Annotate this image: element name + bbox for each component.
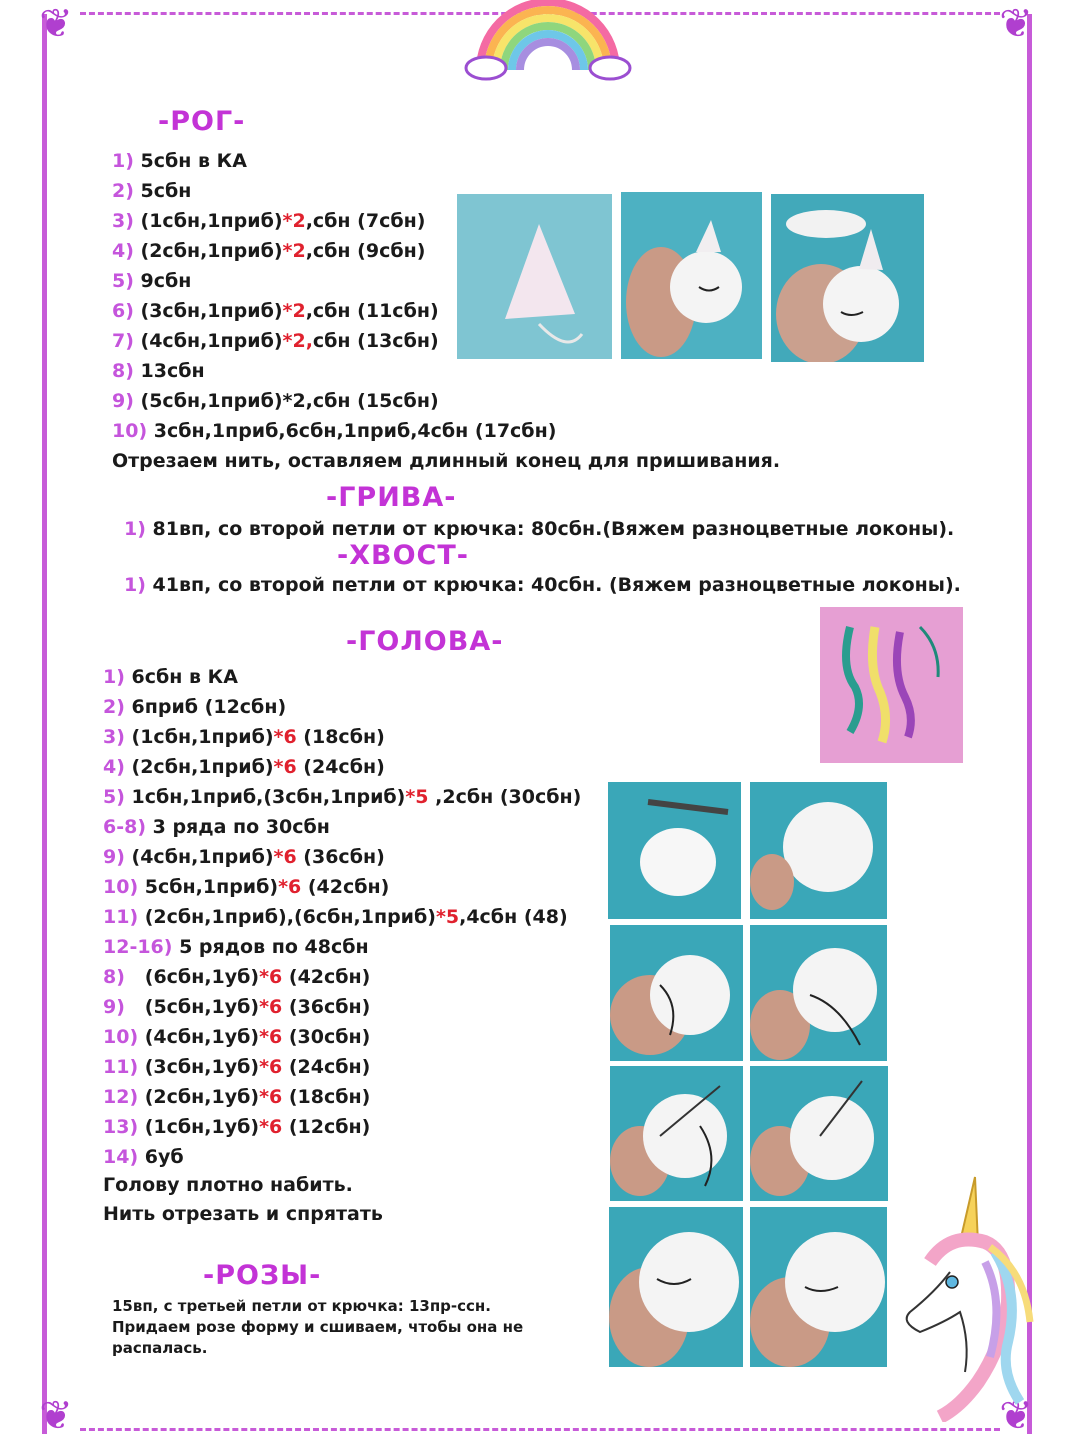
head-row — [103, 722, 581, 752]
head-row-text: (12сбн) — [282, 1116, 371, 1138]
head-row-text: (30сбн) — [282, 1026, 371, 1048]
head-row-text: (6сбн,1уб) — [131, 966, 260, 988]
head-row-text: (4сбн,1уб) — [144, 1026, 260, 1048]
head-row — [103, 692, 581, 722]
horn-row-text: сбн (13сбн) — [312, 330, 439, 352]
head-row — [103, 872, 581, 902]
head-row-number: 12-16) — [103, 936, 180, 958]
horn-row-multiplier: *2, — [282, 330, 313, 352]
horn-row-multiplier: *2 — [282, 210, 306, 232]
head-row-number: 11) — [103, 906, 145, 928]
head-photo-ball — [750, 782, 887, 919]
head-row-multiplier: *6 — [259, 1056, 283, 1078]
head-row-text: 6уб — [144, 1146, 184, 1168]
head-photo-circle — [608, 782, 741, 919]
horn-photo-head — [621, 192, 762, 359]
head-row-text: 5сбн,1приб) — [144, 876, 279, 898]
head-row — [103, 932, 581, 962]
horn-row-number: 2) — [112, 180, 141, 202]
head-row-multiplier: *6 — [259, 996, 283, 1018]
horn-row-text: 5сбн — [140, 180, 192, 202]
bottom-dashed-border — [80, 1428, 1000, 1431]
horn-row-text: (5сбн,1приб)*2,сбн (15сбн) — [140, 390, 439, 412]
horn-note: Отрезаем нить, оставляем длинный конец для пришивания. — [112, 450, 781, 472]
mane-title: -ГРИВА- — [326, 482, 457, 513]
horn-row-text: 9сбн — [140, 270, 192, 292]
head-row-number: 9) — [103, 846, 132, 868]
head-row-text: (24сбн) — [282, 1056, 371, 1078]
horn-row-text: 13сбн — [140, 360, 205, 382]
head-row-number: 8) — [103, 966, 132, 988]
head-row-text: 1сбн,1приб,(3сбн,1приб) — [131, 786, 406, 808]
head-note-cut: Нить отрезать и спрятать — [103, 1203, 383, 1225]
head-row-multiplier: *6 — [259, 1026, 283, 1048]
horn-row-number: 4) — [112, 240, 141, 262]
head-photo-lashes-2 — [750, 1207, 887, 1367]
horn-row — [112, 146, 556, 176]
head-instructions — [103, 662, 581, 1172]
head-note-stuff: Голову плотно набить. — [103, 1174, 353, 1196]
heart-corner-icon: ❦ — [39, 1393, 73, 1439]
head-photo-eye-2 — [750, 925, 887, 1061]
horn-row-multiplier: *2 — [282, 240, 306, 262]
head-row-multiplier: *6 — [259, 1086, 283, 1108]
head-row-text: (18сбн) — [296, 726, 385, 748]
head-row-multiplier: *6 — [278, 876, 302, 898]
head-row — [103, 1022, 581, 1052]
head-row-number: 1) — [103, 666, 132, 688]
head-row — [103, 992, 581, 1022]
head-row-text: ,4сбн (48) — [459, 906, 568, 928]
head-row — [103, 1142, 581, 1172]
horn-row-text: ,сбн (7сбн) — [305, 210, 426, 232]
head-row-text: (1сбн,1уб) — [144, 1116, 260, 1138]
head-row-multiplier: *6 — [273, 846, 297, 868]
tail-title: -ХВОСТ- — [337, 540, 469, 571]
head-row — [103, 842, 581, 872]
head-row-number: 10) — [103, 1026, 145, 1048]
horn-row-text: (2сбн,1приб) — [140, 240, 283, 262]
head-row-number: 9) — [103, 996, 132, 1018]
curls-photo — [820, 607, 963, 763]
tail-row-number: 1) — [124, 574, 146, 596]
head-photo-needle-1 — [610, 1066, 743, 1201]
head-row-number: 10) — [103, 876, 145, 898]
horn-row-text: (3сбн,1приб) — [140, 300, 283, 322]
head-row-text: ,2сбн (30сбн) — [428, 786, 582, 808]
head-row-text: (24сбн) — [296, 756, 385, 778]
tail-row-text: 41вп, со второй петли от крючка: 40сбн. (Вяжем разноцветные локоны). — [152, 574, 961, 596]
head-row — [103, 812, 581, 842]
head-row-multiplier: *5 — [435, 906, 460, 928]
rainbow-icon — [462, 0, 634, 84]
head-row-text: 6сбн в КА — [131, 666, 238, 688]
head-row — [103, 962, 581, 992]
horn-row-number: 5) — [112, 270, 141, 292]
head-row-text: (2сбн,1приб),(6сбн,1приб) — [144, 906, 436, 928]
horn-row-text: (4сбн,1приб) — [140, 330, 283, 352]
head-row-multiplier: *6 — [259, 966, 283, 988]
head-row-text: (2сбн,1приб) — [131, 756, 274, 778]
head-row-number: 3) — [103, 726, 132, 748]
horn-row-number: 8) — [112, 360, 141, 382]
horn-row-text: 3сбн,1приб,6сбн,1приб,4сбн (17сбн) — [153, 420, 557, 442]
horn-photo-sewing — [771, 194, 924, 362]
head-row-number: 2) — [103, 696, 132, 718]
head-row-number: 11) — [103, 1056, 145, 1078]
head-row — [103, 1112, 581, 1142]
tail-row — [124, 574, 961, 596]
heart-corner-icon: ❦ — [999, 1, 1033, 47]
head-row — [103, 902, 581, 932]
head-row-number: 13) — [103, 1116, 145, 1138]
head-row-text: 5 рядов по 48сбн — [179, 936, 369, 958]
head-row — [103, 1082, 581, 1112]
head-row-text: (42сбн) — [282, 966, 371, 988]
head-row-number: 5) — [103, 786, 132, 808]
head-row-text: (36сбн) — [282, 996, 371, 1018]
head-row-text: (2сбн,1уб) — [144, 1086, 260, 1108]
mane-row-number: 1) — [124, 518, 146, 540]
horn-row-multiplier: *2 — [282, 300, 306, 322]
heart-corner-icon: ❦ — [999, 1393, 1033, 1439]
head-row-multiplier: *6 — [273, 726, 297, 748]
horn-row-number: 6) — [112, 300, 141, 322]
head-row-text: (5сбн,1уб) — [131, 996, 260, 1018]
head-row-multiplier: *6 — [259, 1116, 283, 1138]
horn-row-number: 3) — [112, 210, 141, 232]
head-row-number: 6-8) — [103, 816, 153, 838]
horn-row-number: 9) — [112, 390, 141, 412]
roses-text: 15вп, с третьей петли от крючка: 13пр-ссн. Придаем розе форму и сшиваем, чтобы она не распалась. — [112, 1297, 524, 1357]
head-row-multiplier: *6 — [273, 756, 297, 778]
head-row-multiplier: *5 — [405, 786, 429, 808]
head-row-text: (42сбн) — [301, 876, 390, 898]
horn-photo-cone — [457, 194, 612, 359]
head-title: -ГОЛОВА- — [346, 626, 504, 657]
head-row-text: 3 ряда по 30сбн — [152, 816, 330, 838]
head-row-text: (18сбн) — [282, 1086, 371, 1108]
mane-row-text: 81вп, со второй петли от крючка: 80сбн.(Вяжем разноцветные локоны). — [152, 518, 955, 540]
head-photo-eye-1 — [610, 925, 743, 1061]
horn-title: -РОГ- — [158, 106, 246, 137]
horn-row — [112, 416, 556, 446]
horn-row — [112, 356, 556, 386]
head-row-number: 14) — [103, 1146, 145, 1168]
horn-row-text: (1сбн,1приб) — [140, 210, 283, 232]
head-photo-lashes-1 — [609, 1207, 743, 1367]
head-row — [103, 782, 581, 812]
head-row — [103, 1052, 581, 1082]
mane-row — [124, 518, 954, 540]
horn-row-text: ,сбн (9сбн) — [305, 240, 426, 262]
head-row — [103, 752, 581, 782]
horn-row-number: 7) — [112, 330, 141, 352]
horn-row-number: 1) — [112, 150, 141, 172]
head-row-number: 12) — [103, 1086, 145, 1108]
horn-row-number: 10) — [112, 420, 154, 442]
heart-corner-icon: ❦ — [39, 1, 73, 47]
head-row-text: (4сбн,1приб) — [131, 846, 274, 868]
horn-row — [112, 386, 556, 416]
head-row — [103, 662, 581, 692]
head-row-text: 6приб (12сбн) — [131, 696, 287, 718]
head-photo-needle-2 — [750, 1066, 888, 1201]
head-row-text: (36сбн) — [296, 846, 385, 868]
horn-row-text: ,сбн (11сбн) — [305, 300, 439, 322]
unicorn-head-icon — [890, 1172, 1040, 1422]
roses-title: -РОЗЫ- — [203, 1260, 322, 1291]
head-row-number: 4) — [103, 756, 132, 778]
horn-row-text: 5сбн в КА — [140, 150, 247, 172]
head-row-text: (3сбн,1уб) — [144, 1056, 260, 1078]
head-row-text: (1сбн,1приб) — [131, 726, 274, 748]
